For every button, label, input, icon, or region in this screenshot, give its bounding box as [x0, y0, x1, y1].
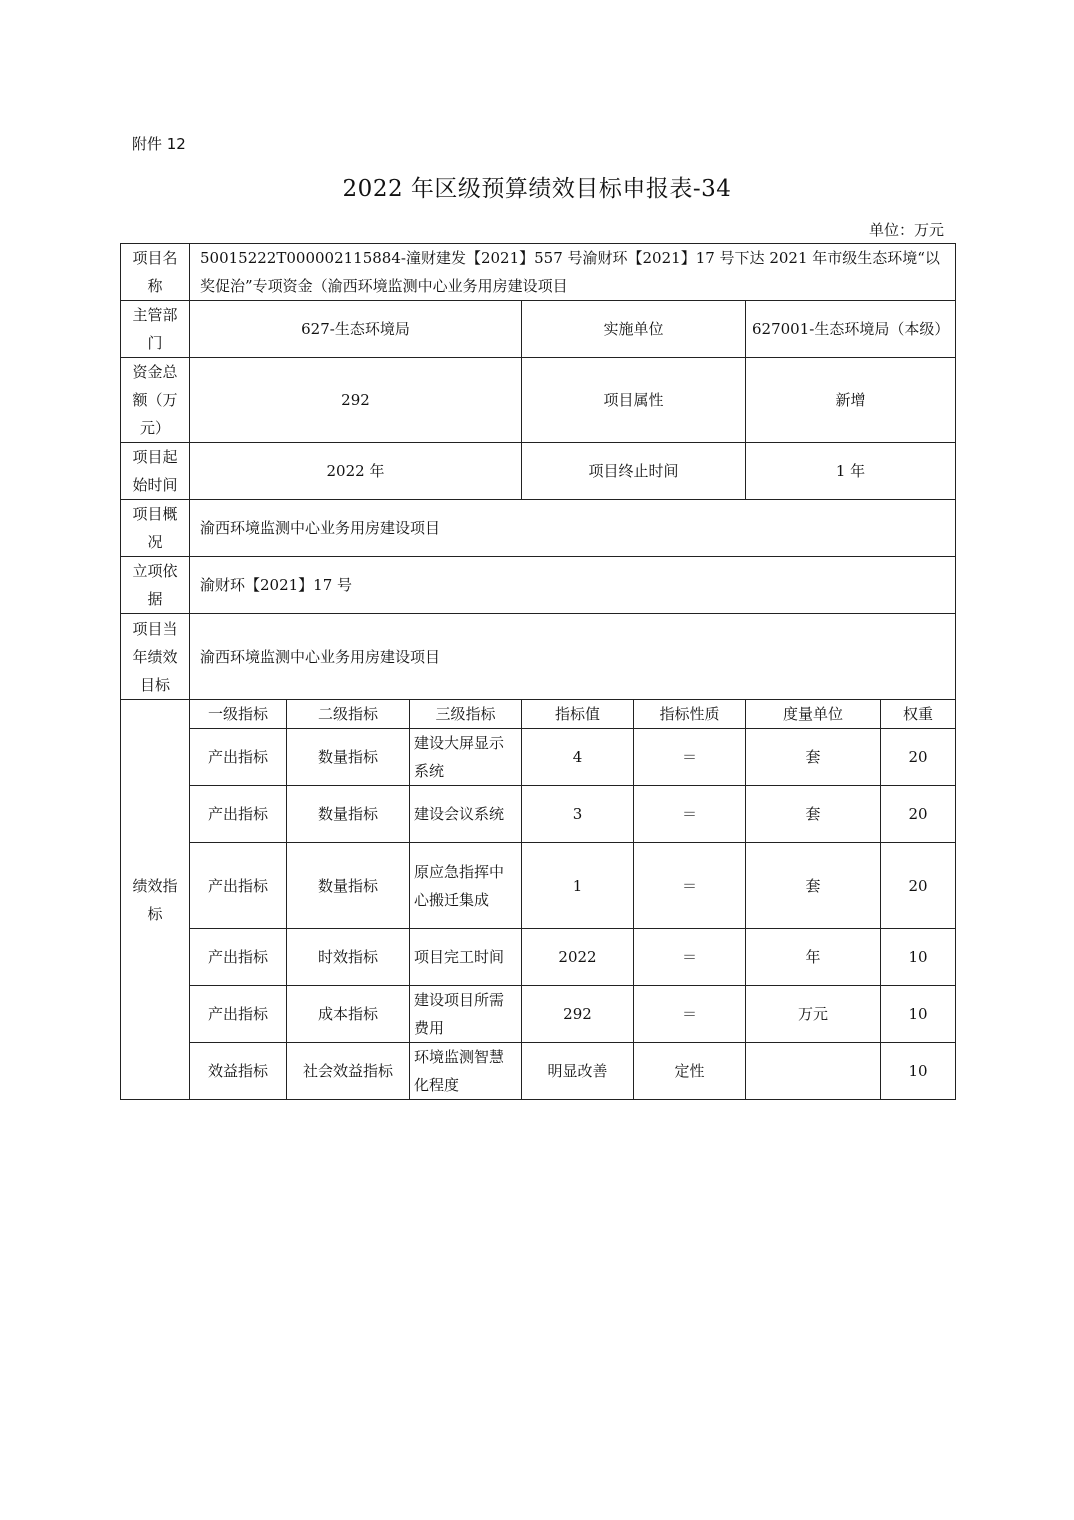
attr-value: 新增 — [746, 358, 956, 443]
indicator-level3: 建设项目所需费用 — [410, 986, 522, 1043]
indicator-weight: 20 — [881, 729, 956, 786]
indicator-value: 1 — [522, 843, 634, 929]
indicator-level2: 数量指标 — [287, 729, 410, 786]
unit-label: 单位：万元 — [868, 221, 944, 239]
indicator-nature: 定性 — [634, 1043, 746, 1100]
header-level1: 一级指标 — [190, 700, 287, 729]
table-row — [121, 986, 956, 1043]
indicator-unit — [746, 1043, 881, 1100]
indicator-nature: ＝ — [634, 929, 746, 986]
table-row — [121, 843, 956, 929]
indicator-value: 292 — [522, 986, 634, 1043]
indicator-unit: 套 — [746, 729, 881, 786]
header-nature: 指标性质 — [634, 700, 746, 729]
indicator-level2: 时效指标 — [287, 929, 410, 986]
indicator-value: 3 — [522, 786, 634, 843]
indicator-level3: 建设会议系统 — [410, 786, 522, 843]
indicator-value: 明显改善 — [522, 1043, 634, 1100]
header-level2: 二级指标 — [287, 700, 410, 729]
impl-label: 实施单位 — [522, 301, 746, 358]
indicator-level1: 产出指标 — [190, 929, 287, 986]
row-basis — [121, 557, 956, 614]
header-value: 指标值 — [522, 700, 634, 729]
indicator-unit: 套 — [746, 786, 881, 843]
indicator-level2: 成本指标 — [287, 986, 410, 1043]
table-row — [121, 786, 956, 843]
table-row — [121, 1043, 956, 1100]
dept-value: 627-生态环境局 — [190, 301, 522, 358]
project-name-value: 50015222T000002115884-潼财建发【2021】557 号渝财环【2021】17 号下达 2021 年市级生态环境“以奖促治”专项资金（渝西环境监测中心业务用房建设项目 — [190, 244, 956, 301]
indicator-unit: 套 — [746, 843, 881, 929]
row-department — [121, 301, 956, 358]
indicator-level2: 数量指标 — [287, 786, 410, 843]
header-level3: 三级指标 — [410, 700, 522, 729]
fund-value: 292 — [190, 358, 522, 443]
overview-value: 渝西环境监测中心业务用房建设项目 — [190, 500, 956, 557]
indicator-header-row — [121, 700, 956, 729]
fund-label: 资金总额（万元） — [121, 358, 190, 443]
budget-table — [120, 243, 956, 1100]
end-value: 1 年 — [746, 443, 956, 500]
page-title: 2022 年区级预算绩效目标申报表-34 — [342, 176, 732, 202]
indicator-weight: 20 — [881, 843, 956, 929]
row-overview — [121, 500, 956, 557]
indicator-nature: ＝ — [634, 729, 746, 786]
goal-label: 项目当年绩效目标 — [121, 614, 190, 700]
project-name-label: 项目名称 — [121, 244, 190, 301]
indicator-weight: 10 — [881, 929, 956, 986]
row-goal — [121, 614, 956, 700]
table-row — [121, 729, 956, 786]
indicator-level3: 原应急指挥中心搬迁集成 — [410, 843, 522, 929]
indicator-unit: 万元 — [746, 986, 881, 1043]
table-row — [121, 929, 956, 986]
dept-label: 主管部门 — [121, 301, 190, 358]
indicator-level3: 建设大屏显示系统 — [410, 729, 522, 786]
row-time — [121, 443, 956, 500]
indicator-level1: 效益指标 — [190, 1043, 287, 1100]
indicator-value: 4 — [522, 729, 634, 786]
indicator-nature: ＝ — [634, 786, 746, 843]
indicator-level2: 社会效益指标 — [287, 1043, 410, 1100]
row-project-name — [121, 244, 956, 301]
row-fund — [121, 358, 956, 443]
impl-value: 627001-生态环境局（本级） — [746, 301, 956, 358]
indicator-unit: 年 — [746, 929, 881, 986]
start-label: 项目起始时间 — [121, 443, 190, 500]
indicator-nature: ＝ — [634, 986, 746, 1043]
indicator-value: 2022 — [522, 929, 634, 986]
indicator-section-label: 绩效指标 — [121, 700, 190, 1100]
attachment-label: 附件 12 — [132, 135, 186, 153]
header-unit: 度量单位 — [746, 700, 881, 729]
indicator-weight: 10 — [881, 1043, 956, 1100]
indicator-level2: 数量指标 — [287, 843, 410, 929]
goal-value: 渝西环境监测中心业务用房建设项目 — [190, 614, 956, 700]
indicator-level1: 产出指标 — [190, 729, 287, 786]
indicator-level1: 产出指标 — [190, 786, 287, 843]
end-label: 项目终止时间 — [522, 443, 746, 500]
indicator-level1: 产出指标 — [190, 986, 287, 1043]
header-weight: 权重 — [881, 700, 956, 729]
indicator-level3: 项目完工时间 — [410, 929, 522, 986]
indicator-weight: 10 — [881, 986, 956, 1043]
indicator-weight: 20 — [881, 786, 956, 843]
basis-label: 立项依据 — [121, 557, 190, 614]
indicator-level1: 产出指标 — [190, 843, 287, 929]
indicator-level3: 环境监测智慧化程度 — [410, 1043, 522, 1100]
start-value: 2022 年 — [190, 443, 522, 500]
basis-value: 渝财环【2021】17 号 — [190, 557, 956, 614]
attr-label: 项目属性 — [522, 358, 746, 443]
indicator-nature: ＝ — [634, 843, 746, 929]
overview-label: 项目概况 — [121, 500, 190, 557]
